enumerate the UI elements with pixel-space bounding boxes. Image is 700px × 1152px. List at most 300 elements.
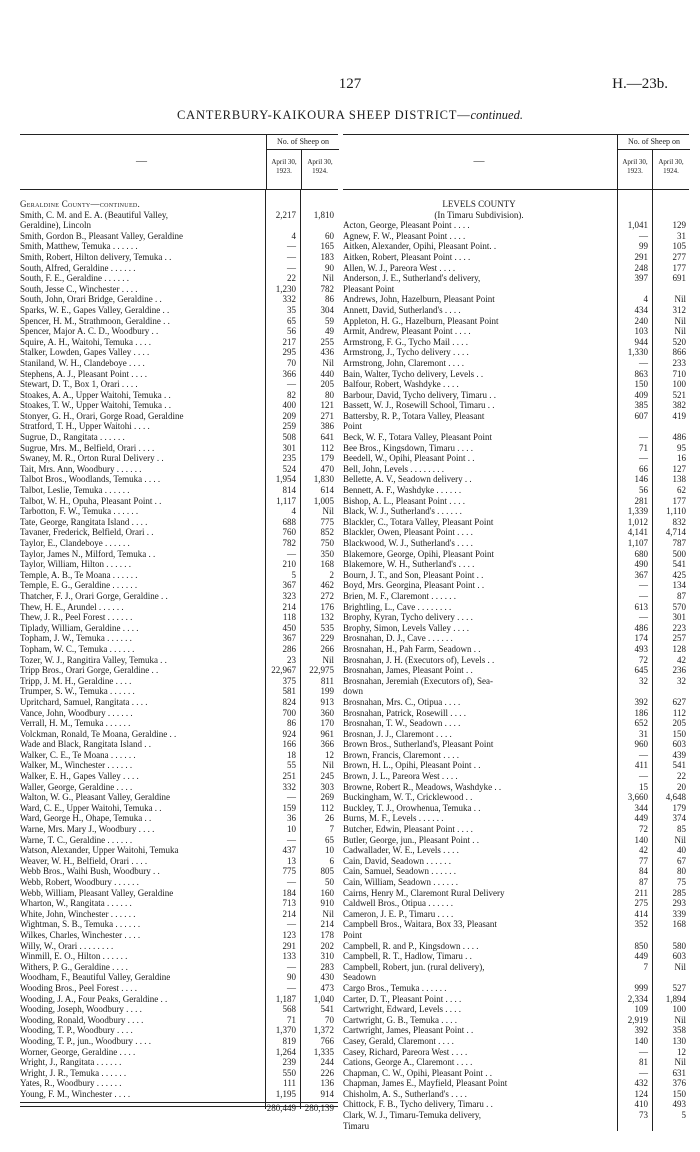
owner-name: Wade and Black, Rangitata Island . . [20, 739, 151, 750]
table-row [343, 665, 689, 676]
owner-name: Swaney, M. R., Orton Rural Delivery . . [20, 453, 164, 464]
owner-name: South, Alfred, Geraldine . . . . . . [20, 262, 136, 273]
table-row [343, 612, 689, 623]
table-row [343, 474, 689, 485]
table-row [343, 453, 689, 464]
table-row [20, 972, 338, 983]
count-1924: 170 [320, 718, 334, 729]
table-row [20, 496, 338, 507]
count-1924: 86 [325, 294, 334, 305]
count-1923: 775 [282, 866, 296, 877]
owner-name: Tozer, W. J., Rangitira Valley, Temuka . . [20, 654, 167, 665]
owner-name: Weaver, W. H., Belfield, Orari . . . . [20, 855, 148, 866]
owner-name: Spencer, H. M., Strathmoon, Geraldine . . [20, 315, 170, 326]
owner-name: Wilkes, Charles, Winchester . . . . [20, 929, 141, 940]
count-1924: 1,830 [313, 474, 334, 485]
table-row [343, 602, 689, 613]
count-1923: — [287, 961, 296, 972]
table-row [343, 708, 689, 719]
count-1924: 32 [677, 675, 686, 686]
count-1924: 366 [320, 739, 334, 750]
count-1924: 134 [672, 580, 686, 591]
count-1924: 223 [672, 622, 686, 633]
count-1924: 811 [320, 675, 334, 686]
table-row [343, 294, 689, 305]
owner-name: Ward, C. E., Upper Waitohi, Temuka . . [20, 802, 162, 813]
count-1924: 470 [320, 463, 334, 474]
table-row [20, 263, 338, 274]
owner-name: Brightling, L., Cave . . . . . . . . [343, 601, 452, 612]
count-1923: 109 [634, 1004, 648, 1015]
owner-name: Cadwallader, W. E., Levels . . . . [343, 845, 459, 856]
count-1924: 236 [672, 665, 686, 676]
table-row [343, 1099, 689, 1110]
name-column-header: — [136, 155, 147, 167]
count-1924: Nil [674, 294, 686, 305]
table-row [343, 273, 689, 284]
sheep-count-group-header: No. of Sheep on [617, 135, 690, 150]
count-1923: 248 [634, 262, 648, 273]
page-title [0, 108, 700, 123]
table-row [343, 421, 689, 432]
count-1924: 1,110 [666, 506, 686, 517]
section-heading [20, 199, 338, 210]
count-1924: 132 [320, 612, 334, 623]
table-row [20, 443, 338, 454]
count-1924: 22 [677, 771, 686, 782]
table-row [343, 962, 689, 973]
table-row [20, 782, 338, 793]
count-1923: 84 [639, 866, 648, 877]
owner-name: Young, F. M., Winchester . . . . [20, 1088, 131, 1099]
count-1924: 350 [320, 548, 334, 559]
count-1923: 295 [282, 347, 296, 358]
count-1924: 130 [672, 1035, 686, 1046]
owner-name: Annett, David, Sutherland's . . . . [343, 304, 461, 315]
table-row [20, 1004, 338, 1015]
owner-name: Aitken, Robert, Pleasant Point . . . . [343, 251, 471, 262]
count-1923: — [639, 771, 648, 782]
count-1923: 90 [287, 972, 296, 983]
table-row [20, 983, 338, 994]
owner-name: Casey, Richard, Pareora West . . . . [343, 1046, 468, 1057]
count-1923: 814 [282, 485, 296, 496]
table-row [20, 729, 338, 740]
owner-name: Burns, M. F., Levels . . . . . . [343, 813, 444, 824]
count-1923: 56 [639, 485, 648, 496]
table-row [343, 559, 689, 570]
count-1924: 26 [325, 813, 334, 824]
count-1924: Nil [322, 357, 334, 368]
owner-name: Talbot Bros., Woodlands, Temuka . . . . [20, 474, 161, 485]
table-row [343, 1036, 689, 1047]
count-1924: 150 [672, 728, 686, 739]
count-1923: 367 [282, 633, 296, 644]
owner-name: Cain, David, Seadown . . . . . . [343, 855, 451, 866]
count-1923: 86 [287, 718, 296, 729]
count-1924: 226 [320, 1067, 334, 1078]
count-1923: 1,230 [275, 283, 296, 294]
section-heading [343, 199, 689, 210]
count-1923: — [287, 262, 296, 273]
table-row [20, 379, 338, 390]
table-row [343, 718, 689, 729]
table-row [20, 220, 338, 231]
count-1924: 1,005 [313, 495, 334, 506]
table-row [20, 612, 338, 623]
table-row [20, 1089, 338, 1100]
sheep-count-group-header: No. of Sheep on [266, 135, 339, 150]
count-1924: Nil [674, 834, 686, 845]
table-row [20, 718, 338, 729]
owner-name: Taylor, E., Clandeboye . . . . . . [20, 538, 130, 548]
count-1924: 627 [672, 696, 686, 707]
count-1923: 280,449 [266, 1103, 296, 1114]
count-1924: 214 [320, 919, 334, 930]
table-row [343, 983, 689, 994]
count-1924: 473 [320, 982, 334, 993]
count-1924: 614 [320, 485, 334, 496]
table-row [20, 1025, 338, 1036]
count-1924: 100 [672, 1004, 686, 1015]
owner-name: Sugrue, Mrs. M., Belfield, Orari . . . . [20, 442, 155, 453]
count-1923: 71 [639, 442, 648, 453]
count-1923: 81 [639, 1057, 648, 1068]
count-1923: 332 [282, 781, 296, 792]
owner-name: Watson, Alexander, Upper Waitohi, Temuka [20, 845, 179, 856]
owner-name: Boyd, Mrs. Georgina, Pleasant Point . . [343, 580, 485, 591]
count-1924: Nil [674, 961, 686, 972]
table-row [20, 771, 338, 782]
table-row [343, 570, 689, 581]
count-1923: 42 [639, 845, 648, 856]
table-row [20, 390, 338, 401]
table-row [20, 369, 338, 380]
count-1924: 49 [325, 326, 334, 337]
owner-name: Armstrong, John, Claremont . . . . [343, 357, 464, 368]
count-1923: 186 [634, 707, 648, 718]
table-row [20, 760, 338, 771]
table-row [20, 845, 338, 856]
table-row [343, 464, 689, 475]
count-1923: 118 [282, 612, 296, 623]
owner-name: Smith, Matthew, Temuka . . . . . . [20, 241, 138, 252]
count-1923: 4 [291, 230, 296, 241]
count-1924: 12 [677, 1046, 686, 1057]
count-1923: 1,195 [275, 1088, 296, 1099]
count-1924: 168 [320, 559, 334, 570]
owner-name: Verrall, H. M., Temuka . . . . . . [20, 718, 131, 729]
count-1923: 688 [282, 516, 296, 527]
count-1923: 449 [634, 951, 648, 962]
count-1923: 524 [282, 463, 296, 474]
owner-name: Geraldine), Lincoln [20, 220, 91, 231]
owner-name: Temple, E. G., Geraldine . . . . . . [20, 580, 138, 591]
table-row [20, 708, 338, 719]
count-1923: 240 [634, 315, 648, 326]
owner-name: Stratford, T. H., Upper Waitohi . . . . [20, 421, 150, 432]
count-1923: 400 [282, 400, 296, 411]
count-1923: 210 [282, 559, 296, 570]
count-1924: 199 [320, 686, 334, 697]
table-row [343, 771, 689, 782]
count-1924: 269 [320, 792, 334, 803]
count-1924: 127 [672, 463, 686, 474]
table-row [343, 994, 689, 1005]
count-1923: 4 [291, 506, 296, 517]
count-1924: 436 [320, 347, 334, 358]
table-row [343, 252, 689, 263]
table-row [20, 432, 338, 443]
count-1923: 375 [282, 675, 296, 686]
count-1923: 824 [282, 696, 296, 707]
table-row [20, 792, 338, 803]
table-row [20, 474, 338, 485]
count-1923: 944 [634, 336, 648, 347]
owner-name: Taylor, James N., Milford, Temuka . . [20, 548, 156, 559]
table-row [343, 623, 689, 634]
owner-name: Cain, Samuel, Seadown . . . . . . [343, 866, 456, 877]
count-1924: 10 [325, 845, 334, 856]
table-row [343, 633, 689, 644]
count-1923: 159 [282, 802, 296, 813]
table-row [20, 400, 338, 411]
owner-name: Brown, H. L., Opihi, Pleasant Point . . [343, 760, 481, 771]
count-1924: 603 [672, 951, 686, 962]
count-1924: 541 [672, 760, 686, 771]
owner-name: Volckman, Ronald, Te Moana, Geraldine . . [20, 728, 177, 739]
table-row [343, 1121, 689, 1132]
count-1923: 56 [287, 326, 296, 337]
table-row [20, 517, 338, 528]
count-1924: 112 [672, 707, 686, 718]
table-row [20, 665, 338, 676]
count-1924: 121 [320, 400, 334, 411]
table-row [20, 623, 338, 634]
count-1923: — [639, 453, 648, 464]
table-row [343, 1047, 689, 1058]
owner-name: Trumper, S. W., Temuka . . . . . . [20, 686, 135, 697]
count-1923: 352 [634, 919, 648, 930]
count-1923: 568 [282, 1004, 296, 1015]
owner-name: Smith, C. M. and E. A. (Beautiful Valley, [20, 209, 168, 220]
count-1923: 15 [639, 781, 648, 792]
table-row [20, 337, 338, 348]
count-1924: 641 [320, 432, 334, 443]
table-row [20, 655, 338, 666]
table-row [343, 676, 689, 687]
count-1923: 123 [282, 929, 296, 940]
table-row [343, 1015, 689, 1026]
count-1923: 124 [634, 1088, 648, 1099]
table-row [20, 644, 338, 655]
owner-name: Winmill, E. O., Hilton . . . . . . [20, 951, 128, 962]
table-row [20, 231, 338, 242]
count-1924: 603 [672, 739, 686, 750]
count-1923: 850 [634, 940, 648, 951]
owner-name: Brophy, Simon, Levels Valley . . . . [343, 622, 469, 633]
count-1924: 257 [672, 633, 686, 644]
owner-name: Acton, George, Pleasant Point . . . . [343, 220, 470, 231]
count-1924: 570 [672, 601, 686, 612]
count-1923: 291 [282, 940, 296, 951]
count-1924: 4,648 [665, 792, 686, 803]
count-1923: 344 [634, 802, 648, 813]
owner-name: Bennett, A. F., Washdyke . . . . . . [343, 485, 462, 496]
count-1924: 1,894 [665, 993, 686, 1004]
count-1923: 35 [287, 304, 296, 315]
count-1923: 23 [287, 654, 296, 665]
count-1924: Nil [322, 908, 334, 919]
table-row [20, 739, 338, 750]
count-1923: — [639, 580, 648, 591]
count-1923: 411 [634, 760, 648, 771]
count-1923: 652 [634, 718, 648, 729]
table-row [20, 549, 338, 560]
owner-name: Talbot, Leslie, Temuka . . . . . . [20, 485, 130, 496]
table-row [20, 559, 338, 570]
table-row [20, 284, 338, 295]
count-1923: 72 [639, 824, 648, 835]
table-row [20, 962, 338, 973]
owner-name: Appleton, H. G., Hazelburn, Pleasant Point [343, 315, 499, 326]
owner-name: Cartwright, Edward, Levels . . . . [343, 1004, 461, 1015]
table-row [343, 697, 689, 708]
count-1924: 914 [320, 1088, 334, 1099]
count-1924: 138 [672, 474, 686, 485]
table-row [343, 379, 689, 390]
count-1924: 179 [672, 802, 686, 813]
owner-name: Brown, Francis, Claremont . . . . [343, 749, 459, 760]
table-row [20, 358, 338, 369]
count-1923: 366 [282, 368, 296, 379]
owner-name: Allen, W. J., Pareora West . . . . [343, 262, 456, 273]
count-1923: 133 [282, 951, 296, 962]
table-row [343, 655, 689, 666]
title-continued: continued. [470, 108, 523, 122]
owner-name: Willy, W., Orari . . . . . . . . [20, 940, 114, 951]
count-1924: 580 [672, 940, 686, 951]
count-1923: 486 [634, 622, 648, 633]
count-1923: — [639, 1067, 648, 1078]
table-row [343, 527, 689, 538]
right-table-header [343, 134, 689, 190]
table-row [20, 411, 338, 422]
owner-name: Agnew, F. W., Pleasant Point . . . . [343, 230, 466, 241]
table-row [343, 400, 689, 411]
count-1924: 374 [672, 813, 686, 824]
count-1923: 437 [282, 845, 296, 856]
table-row [343, 835, 689, 846]
table-row [20, 697, 338, 708]
count-1924: 832 [672, 516, 686, 527]
count-1924: 280,139 [304, 1103, 334, 1114]
owner-name: Brosnahan, H., Pah Farm, Seadown . . [343, 643, 481, 654]
owner-name: Thatcher, F. J., Orari Gorge, Geraldine . . [20, 590, 168, 601]
table-row [20, 1057, 338, 1068]
count-1923: 281 [634, 495, 648, 506]
owner-name: Armstrong, F. G., Tycho Mail . . . . [343, 336, 468, 347]
count-1924: 913 [320, 696, 334, 707]
count-1923: 214 [282, 908, 296, 919]
count-1923: 10 [287, 824, 296, 835]
owner-name: Blackler, Owen, Pleasant Point . . . . [343, 527, 473, 538]
count-1924: 301 [672, 612, 686, 623]
owner-name: Sparks, W. E., Gapes Valley, Geraldine . . [20, 304, 170, 315]
count-1924: 535 [320, 622, 334, 633]
owner-name: Thew, J. R., Peel Forest . . . . . . [20, 612, 133, 623]
count-1923: 291 [634, 251, 648, 262]
count-1923: 209 [282, 410, 296, 421]
owner-name: Blakemore, W. H., Sutherland's . . . . [343, 559, 475, 570]
table-row [343, 485, 689, 496]
owner-name: Stonyer, G. H., Orari, Gorge Road, Geraldine [20, 410, 184, 421]
owner-name: Wooding, T. P., jun., Woodbury . . . . [20, 1035, 152, 1046]
count-1924: 386 [320, 421, 334, 432]
table-row [20, 485, 338, 496]
table-row [20, 888, 338, 899]
count-1923: — [287, 241, 296, 252]
owner-name: Black, W. J., Sutherland's . . . . . . [343, 506, 462, 517]
table-row [20, 347, 338, 358]
count-1923: 367 [634, 569, 648, 580]
count-1924: 310 [320, 951, 334, 962]
table-row [20, 305, 338, 316]
owner-name: Wright, J. R., Temuka . . . . . . [20, 1067, 127, 1078]
table-row [343, 284, 689, 295]
count-1924: 177 [672, 495, 686, 506]
count-1923: 140 [634, 1035, 648, 1046]
owner-name: Carter, D. T., Pleasant Point . . . . [343, 993, 462, 1004]
count-1924: 105 [672, 241, 686, 252]
table-row [343, 644, 689, 655]
count-1924: 382 [672, 400, 686, 411]
owner-name: Wightman, S. B., Temuka . . . . . . [20, 919, 141, 930]
table-row [20, 994, 338, 1005]
count-1923: 392 [634, 1025, 648, 1036]
count-1924: 5 [681, 1110, 686, 1121]
owner-name: Clark, W. J., Timaru-Temuka delivery, [343, 1110, 482, 1121]
table-row [20, 803, 338, 814]
owner-name: Tarbotton, F. W., Temuka . . . . . . [20, 506, 139, 517]
count-1924: 59 [325, 315, 334, 326]
count-1924: 168 [672, 919, 686, 930]
table-row [343, 390, 689, 401]
table-row [20, 421, 338, 432]
owner-name: Ward, George H., Ohape, Temuka . . [20, 813, 152, 824]
owner-name: Blakemore, George, Opihi, Pleasant Point [343, 548, 495, 559]
owner-name: Timaru [343, 1120, 370, 1131]
owner-name: Smith, Gordon B., Pleasant Valley, Geraldine [20, 230, 183, 241]
count-1924: 521 [672, 389, 686, 400]
count-1923: 111 [283, 1078, 296, 1089]
owner-name: Wooding, Joseph, Woodbury . . . . [20, 1004, 142, 1015]
owner-name: Caldwell Bros., Otipua . . . . . . [343, 898, 453, 909]
count-1924: 462 [320, 580, 334, 591]
count-1924: 150 [672, 1088, 686, 1099]
count-1923: 301 [282, 442, 296, 453]
table-row [343, 337, 689, 348]
count-1924: 20 [677, 781, 686, 792]
count-1924: 85 [677, 824, 686, 835]
owner-name: Waller, George, Geraldine . . . . [20, 781, 133, 792]
owner-name: Buckingham, W. T., Cricklewood . . [343, 792, 473, 803]
table-row [343, 782, 689, 793]
count-1923: 239 [282, 1057, 296, 1068]
table-row [343, 411, 689, 422]
table-row [343, 845, 689, 856]
count-1923: — [639, 432, 648, 443]
